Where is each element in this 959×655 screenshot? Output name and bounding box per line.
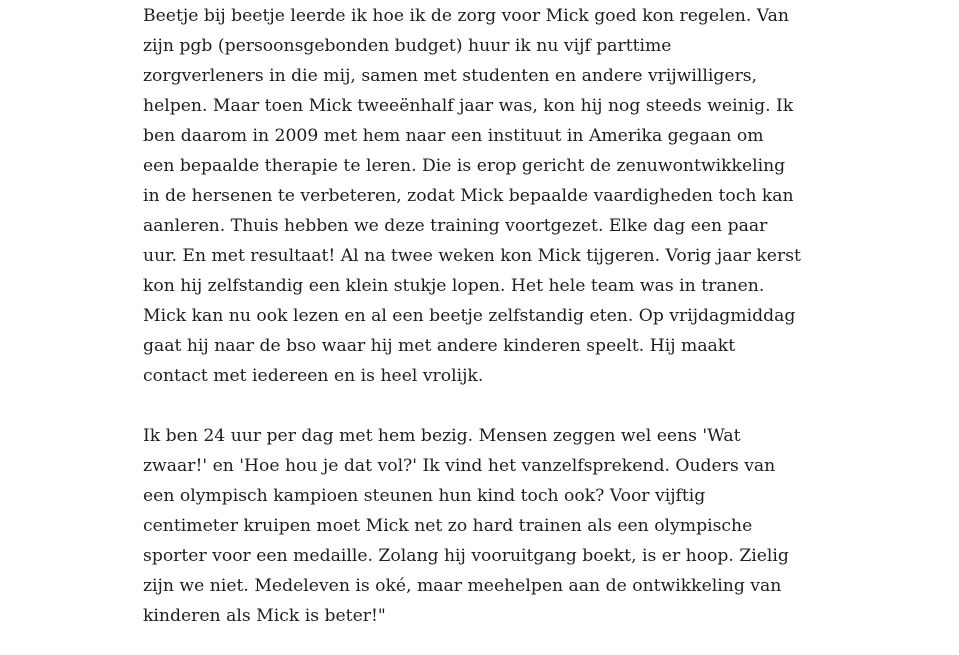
paragraph-line: kinderen als Mick is beter!" [143,606,386,626]
paragraph-line: in de hersenen te verbeteren, zodat Mick bepaalde vaardigheden toch kan [143,186,794,206]
paragraph-line: Ik ben 24 uur per dag met hem bezig. Mensen zeggen wel eens 'Wat [143,426,741,446]
paragraph-line: zorgverleners in die mij, samen met studenten en andere vrijwilligers, [143,66,758,86]
paragraph-line: aanleren. Thuis hebben we deze training voortgezet. Elke dag een paar [143,216,768,236]
paragraph-line: contact met iedereen en is heel vrolijk. [143,366,484,386]
paragraph-line: een olympisch kampioen steunen hun kind toch ook? Voor vijftig [143,486,706,506]
article-paragraph-1 [143,1,801,391]
article-paragraph-2 [143,421,793,631]
paragraph-line: kon hij zelfstandig een klein stukje lopen. Het hele team was in tranen. [143,276,765,296]
paragraph-line: zijn we niet. Medeleven is oké, maar meehelpen aan de ontwikkeling van [143,576,782,596]
paragraph-line: gaat hij naar de bso waar hij met andere kinderen speelt. Hij maakt [143,336,736,356]
paragraph-line: zijn pgb (persoonsgebonden budget) huur ik nu vijf parttime [143,36,672,56]
paragraph-line: centimeter kruipen moet Mick net zo hard trainen als een olympische [143,516,753,536]
article-body [143,0,801,631]
paragraph-line: sporter voor een medaille. Zolang hij vooruitgang boekt, is er hoop. Zielig [143,546,789,566]
paragraph-line: ben daarom in 2009 met hem naar een instituut in Amerika gegaan om [143,126,764,146]
paragraph-line: Beetje bij beetje leerde ik hoe ik de zorg voor Mick goed kon regelen. Van [143,6,789,26]
paragraph-line: helpen. Maar toen Mick tweeënhalf jaar was, kon hij nog steeds weinig. Ik [143,96,794,116]
paragraph-line: uur. En met resultaat! Al na twee weken kon Mick tijgeren. Vorig jaar kerst [143,246,801,266]
paragraph-line: een bepaalde therapie te leren. Die is erop gericht de zenuwontwikkeling [143,156,786,176]
paragraph-line: Mick kan nu ook lezen en al een beetje zelfstandig eten. Op vrijdagmiddag [143,306,796,326]
paragraph-line: zwaar!' en 'Hoe hou je dat vol?' Ik vind het vanzelfsprekend. Ouders van [143,456,776,476]
